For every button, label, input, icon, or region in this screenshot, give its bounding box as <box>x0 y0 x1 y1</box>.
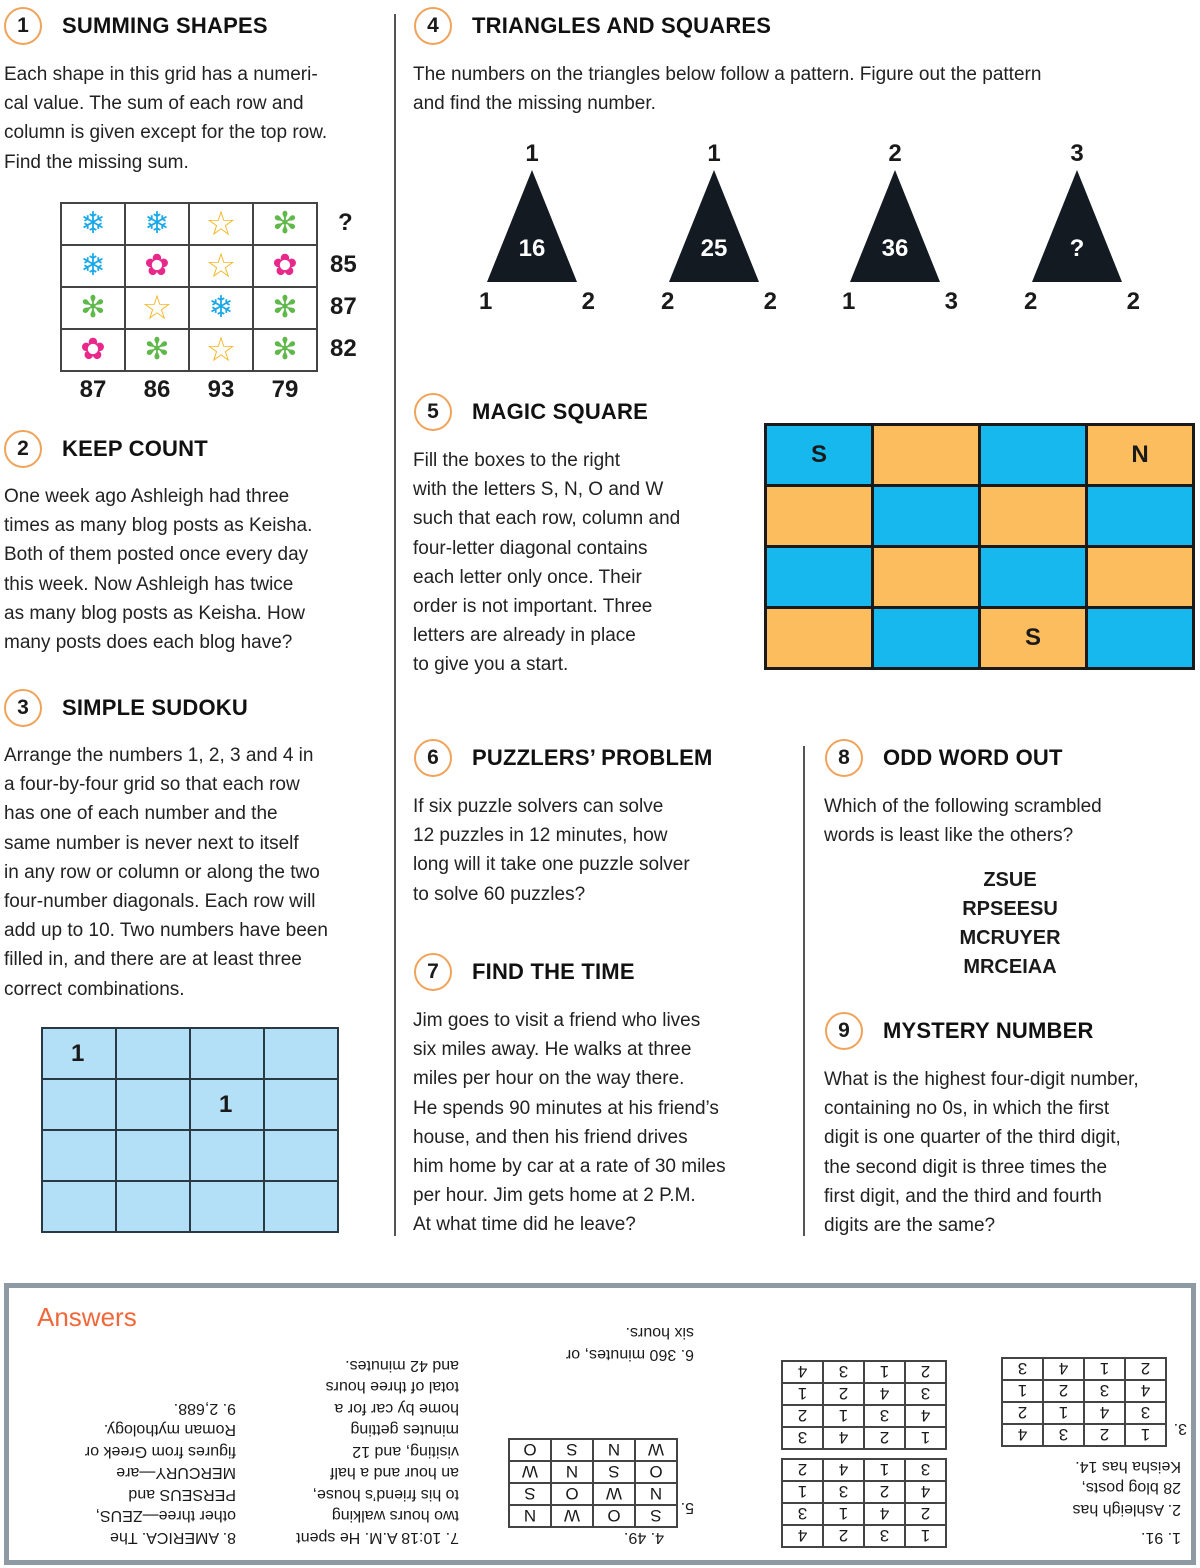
sudoku-cell[interactable] <box>116 1079 190 1130</box>
shape-cell <box>189 287 253 329</box>
shape-cell <box>61 245 125 287</box>
shape-cell <box>253 203 317 245</box>
column-divider-main <box>394 14 396 1236</box>
answer-grid-cell: W <box>593 1483 635 1505</box>
answer-grid-cell: N <box>593 1439 635 1461</box>
answer-grid-cell: W <box>551 1505 593 1527</box>
triangle-left-number: 2 <box>661 288 675 315</box>
answer-3-grid <box>781 1458 947 1548</box>
number-triangle <box>1012 140 1142 315</box>
sudoku-cell[interactable] <box>42 1181 116 1232</box>
answer-grid-cell: W <box>635 1439 677 1461</box>
magic-square-cell[interactable] <box>766 547 873 608</box>
answer-3-grid <box>1001 1357 1167 1447</box>
magic-square-cell[interactable] <box>873 608 980 669</box>
answer-grid-cell: 2 <box>823 1383 864 1405</box>
magic-square-cell[interactable] <box>873 547 980 608</box>
puzzle-title: MAGIC SQUARE <box>472 399 648 424</box>
triangle-icon <box>669 170 759 282</box>
triangle-top-number: 2 <box>888 140 902 167</box>
answer-grid-cell: 4 <box>905 1405 946 1427</box>
magic-square-cell[interactable] <box>1087 608 1194 669</box>
answers-heading: Answers <box>37 1302 137 1332</box>
sudoku-cell[interactable] <box>116 1130 190 1181</box>
shape-cell <box>253 245 317 287</box>
answer-grid-cell: 1 <box>1002 1380 1043 1402</box>
magic-square-cell[interactable] <box>873 486 980 547</box>
answer-grid-cell: 3 <box>1002 1358 1043 1380</box>
triangle-center-number: 25 <box>700 235 728 262</box>
sudoku-cell[interactable] <box>116 1181 190 1232</box>
puzzle-text: The numbers on the triangles below follow a pattern. Figure out the pattern and find the missing number. <box>413 64 1042 115</box>
snowflake-icon: ❄ <box>144 207 170 240</box>
triangle-left-number: 2 <box>1024 288 1038 315</box>
scrambled-word-list <box>940 866 1080 982</box>
answer-grid-cell: 4 <box>782 1361 823 1383</box>
answer-grid-cell: 3 <box>782 1427 823 1449</box>
answer-grid-cell: 2 <box>1084 1424 1125 1446</box>
answer-5-grid <box>508 1438 678 1528</box>
answer-grid-cell: 1 <box>864 1459 905 1481</box>
puzzle-title: SIMPLE SUDOKU <box>62 695 248 720</box>
answer-grid-cell: 1 <box>1043 1402 1084 1424</box>
flower-icon: ✿ <box>272 249 298 282</box>
scrambled-word: RPSEESU <box>962 898 1058 920</box>
puzzle-number-badge: 6 <box>414 739 452 777</box>
shape-grid-row <box>61 329 317 371</box>
answer-grid-cell: 2 <box>1002 1402 1043 1424</box>
answer-grid-cell: N <box>551 1461 593 1483</box>
answer-grid-cell: 1 <box>905 1427 946 1449</box>
answer-grid-cell: W <box>509 1461 551 1483</box>
magic-square-cell[interactable]: N <box>1087 425 1194 486</box>
puzzle-text: Jim goes to visit a friend who lives six miles away. He walks at three miles per hour on the way there. He spends 90 minutes at his friend’s house, and then his friend drives him home by car at a rate of 30 miles per hour. Jim gets home at 2 P.M. At what time did he leave? <box>413 1010 726 1236</box>
answer-grid-cell: 3 <box>823 1361 864 1383</box>
answer-3-label: 3. <box>1173 1420 1187 1437</box>
answer-grid-cell: 3 <box>864 1405 905 1427</box>
shape-cell <box>253 287 317 329</box>
magic-square-cell[interactable]: S <box>766 425 873 486</box>
answer-grid-row <box>782 1361 946 1383</box>
triangle-icon <box>1032 170 1122 282</box>
sudoku-cell[interactable] <box>190 1181 264 1232</box>
shape-cell <box>189 245 253 287</box>
magic-square-cell[interactable] <box>766 608 873 669</box>
answer-grid-cell: 2 <box>1043 1380 1084 1402</box>
answer-grid-cell: 3 <box>1084 1380 1125 1402</box>
answer-grid-row <box>782 1481 946 1503</box>
puzzle-text: Each shape in this grid has a numeri- cal value. The sum of each row and column is given except for the top row. Find the missing sum. <box>4 64 328 173</box>
magic-square-cell[interactable] <box>1087 547 1194 608</box>
answer-grid-cell: 4 <box>1043 1358 1084 1380</box>
triangle-right-number: 2 <box>763 288 777 315</box>
answer-grid-cell: S <box>635 1505 677 1527</box>
answer-grid-row <box>509 1461 677 1483</box>
puzzle-text: Which of the following scrambled words is least like the others? <box>824 796 1102 847</box>
triangle-right-number: 3 <box>944 288 958 315</box>
shape-grid-row <box>61 245 317 287</box>
puzzle-title: FIND THE TIME <box>472 959 635 984</box>
answer-grid-cell: 3 <box>1043 1424 1084 1446</box>
answer-grid-cell: 2 <box>864 1481 905 1503</box>
triangle-right-number: 2 <box>1126 288 1140 315</box>
answer-grid-row <box>782 1405 946 1427</box>
number-triangle <box>830 140 960 315</box>
magic-square-grid <box>764 423 1195 670</box>
answer-9: 9. 2,688. <box>173 1400 236 1417</box>
row-sum: 87 <box>330 293 357 320</box>
answer-grid-cell: O <box>593 1505 635 1527</box>
sudoku-cell[interactable]: 1 <box>190 1079 264 1130</box>
answer-grid-cell: 4 <box>1002 1424 1043 1446</box>
answer-grid-cell: S <box>551 1439 593 1461</box>
answer-grid-row <box>1002 1402 1166 1424</box>
answer-grid-cell: 1 <box>1125 1424 1166 1446</box>
scrambled-word: MRCEIAA <box>963 956 1057 978</box>
magic-square-row <box>766 425 1194 486</box>
scrambled-word: ZSUE <box>983 869 1037 891</box>
answer-grid-cell: 4 <box>864 1503 905 1525</box>
answer-grid-row <box>782 1525 946 1547</box>
magic-square-cell[interactable] <box>980 486 1087 547</box>
answer-grid-cell: 4 <box>1125 1380 1166 1402</box>
answers-upside-down-content <box>9 1288 1191 1560</box>
triangle-top-number: 1 <box>525 140 539 167</box>
answer-grid-cell: 2 <box>1125 1358 1166 1380</box>
triangle-left-number: 1 <box>842 288 856 315</box>
answer-grid-cell: S <box>509 1483 551 1505</box>
flower-icon: ✿ <box>80 333 106 366</box>
answer-grid-cell: 1 <box>864 1361 905 1383</box>
answer-1: 1. 91. <box>1140 1529 1181 1546</box>
sudoku-cell[interactable] <box>42 1079 116 1130</box>
answer-grid-cell: 1 <box>782 1481 823 1503</box>
shape-cell <box>125 203 189 245</box>
star-icon: ☆ <box>141 289 173 327</box>
answer-grid-cell: 1 <box>823 1405 864 1427</box>
triangle-icon <box>487 170 577 282</box>
answer-grid-cell: 3 <box>905 1459 946 1481</box>
answer-grid-cell: 4 <box>864 1383 905 1405</box>
answer-5-label: 5. <box>680 1499 694 1516</box>
answer-3-grid <box>781 1360 947 1450</box>
answer-grid-row <box>1002 1380 1166 1402</box>
star-icon: ☆ <box>205 247 237 285</box>
answer-grid-row <box>1002 1424 1166 1446</box>
answer-grid-cell: 3 <box>1125 1402 1166 1424</box>
row-sum: 85 <box>330 251 357 278</box>
puzzle-number-badge: 1 <box>4 7 42 45</box>
answer-grid-cell: 1 <box>782 1383 823 1405</box>
answer-grid-cell: N <box>635 1483 677 1505</box>
answer-grid-cell: 4 <box>782 1525 823 1547</box>
scrambled-word: MCRUYER <box>959 927 1061 949</box>
triangle-center-number: 16 <box>518 235 546 262</box>
snowflake-icon: ❄ <box>80 249 106 282</box>
shape-cell <box>61 287 125 329</box>
puzzle-number-badge: 2 <box>4 430 42 468</box>
shape-cell <box>189 203 253 245</box>
shape-grid <box>60 202 318 372</box>
shape-cell <box>61 329 125 371</box>
shape-cell <box>125 329 189 371</box>
answer-grid-cell: N <box>509 1505 551 1527</box>
sudoku-row <box>42 1130 338 1181</box>
puzzle-number-badge: 7 <box>414 953 452 991</box>
magic-square-row <box>766 608 1194 669</box>
snowflake-icon: ❄ <box>208 291 234 324</box>
row-sum: ? <box>338 209 353 236</box>
answer-grid-row <box>782 1383 946 1405</box>
puzzle-text: Fill the boxes to the right with the letters S, N, O and W such that each row, column and four-letter diagonal contains each letter only once. Their order is not important. Three letters are already in place to give you a start. <box>413 450 681 676</box>
asterisk-icon: ✻ <box>272 207 298 240</box>
sudoku-cell[interactable] <box>264 1079 338 1130</box>
magic-square-cell[interactable] <box>980 425 1087 486</box>
triangle-center-number: 36 <box>881 235 909 262</box>
sudoku-cell[interactable] <box>42 1130 116 1181</box>
puzzle-text: One week ago Ashleigh had three times as many blog posts as Keisha. Both of them posted once every day this week. Now Ashleigh has twice as many blog posts as Keisha. How many posts does each blog have? <box>4 486 313 654</box>
answer-7: 7. 10:18 A.M. He spent two hours walking to his friend’s house, an hour and a half visiting, and 12 minutes getting home by car for a total of three hours and 42 minutes. <box>296 1357 459 1546</box>
answer-grid-cell: 2 <box>823 1525 864 1547</box>
magic-square-cell[interactable]: S <box>980 608 1087 669</box>
answer-8: 8. AMERICA. The other three—ZEUS, PERSEUS and MERCURY—are figures from Greek or Roman mythology. <box>84 1421 236 1546</box>
answer-grid-row <box>782 1459 946 1481</box>
answer-grid-cell: 3 <box>864 1525 905 1547</box>
magic-square-cell[interactable] <box>1087 486 1194 547</box>
answer-6: 6. 360 minutes, or six hours. <box>565 1324 694 1363</box>
sudoku-grid <box>41 1027 339 1233</box>
puzzle-title: MYSTERY NUMBER <box>883 1018 1094 1043</box>
answer-grid-row <box>509 1483 677 1505</box>
triangle-right-number: 2 <box>581 288 595 315</box>
shape-cell <box>253 329 317 371</box>
shape-cell <box>125 287 189 329</box>
magic-square-cell[interactable] <box>873 425 980 486</box>
sudoku-row <box>42 1028 338 1079</box>
puzzle-title: PUZZLERS’ PROBLEM <box>472 745 713 770</box>
answers-panel <box>4 1283 1196 1565</box>
shape-cell <box>189 329 253 371</box>
triangle-left-number: 1 <box>479 288 493 315</box>
puzzle-text: Arrange the numbers 1, 2, 3 and 4 in a four-by-four grid so that each row has one of each number and the same number is never next to itself in any row or column or along the two four-number diagonals. Each row will add up to 10. Two numbers have been filled in, and there are at least three correct combinations. <box>4 745 328 1000</box>
puzzle-title: TRIANGLES AND SQUARES <box>472 13 772 38</box>
answer-grid-cell: 4 <box>1084 1402 1125 1424</box>
answer-grid-cell: 2 <box>782 1459 823 1481</box>
answer-grid-row <box>1002 1358 1166 1380</box>
answer-grid-row <box>782 1503 946 1525</box>
answer-grid-row <box>509 1505 677 1527</box>
puzzle-number-badge: 3 <box>4 689 42 727</box>
star-icon: ☆ <box>205 205 237 243</box>
sudoku-row <box>42 1181 338 1232</box>
asterisk-icon: ✻ <box>272 291 298 324</box>
shape-grid-row <box>61 203 317 245</box>
shape-cell <box>61 203 125 245</box>
answer-grid-cell: O <box>551 1483 593 1505</box>
puzzle-number-badge: 8 <box>825 739 863 777</box>
snowflake-icon: ❄ <box>80 207 106 240</box>
column-divider-right <box>803 746 805 1236</box>
sudoku-cell[interactable] <box>264 1028 338 1079</box>
sudoku-cell[interactable] <box>116 1028 190 1079</box>
answer-grid-cell: 1 <box>905 1525 946 1547</box>
answer-grid-cell: 1 <box>823 1503 864 1525</box>
magic-square-cell[interactable] <box>980 547 1087 608</box>
answer-grid-cell: 4 <box>905 1481 946 1503</box>
magic-square-row <box>766 486 1194 547</box>
answer-grid-cell: O <box>509 1439 551 1461</box>
shape-cell <box>125 245 189 287</box>
answer-2: 2. Ashleigh has 28 blog posts, Keisha has 14. <box>1072 1458 1181 1518</box>
answer-grid-cell: 1 <box>1084 1358 1125 1380</box>
answer-grid-cell: S <box>593 1461 635 1483</box>
magic-square-cell[interactable] <box>766 486 873 547</box>
sudoku-cell[interactable]: 1 <box>42 1028 116 1079</box>
answer-grid-cell: 4 <box>823 1459 864 1481</box>
sudoku-cell[interactable] <box>190 1130 264 1181</box>
asterisk-icon: ✻ <box>272 333 298 366</box>
triangle-center-number: ? <box>1069 235 1085 262</box>
puzzle-title: SUMMING SHAPES <box>62 13 268 38</box>
answer-grid-row <box>509 1439 677 1461</box>
triangle-icon <box>850 170 940 282</box>
answer-4: 4. 49. <box>623 1529 664 1546</box>
sudoku-row <box>42 1079 338 1130</box>
puzzle-number-badge: 9 <box>825 1012 863 1050</box>
col-sum: 87 <box>79 376 107 403</box>
triangle-top-number: 1 <box>707 140 721 167</box>
puzzle-title: KEEP COUNT <box>62 436 208 461</box>
triangle-top-number: 3 <box>1070 140 1084 167</box>
number-triangle <box>649 140 779 315</box>
col-sum: 86 <box>143 376 171 403</box>
asterisk-icon: ✻ <box>144 333 170 366</box>
number-triangle <box>467 140 597 315</box>
sudoku-cell[interactable] <box>264 1181 338 1232</box>
puzzle-number-badge: 5 <box>414 393 452 431</box>
sudoku-cell[interactable] <box>264 1130 338 1181</box>
answer-grid-cell: 2 <box>782 1405 823 1427</box>
answer-grid-cell: 2 <box>864 1427 905 1449</box>
magic-square-row <box>766 547 1194 608</box>
puzzle-number-badge: 4 <box>414 7 452 45</box>
answer-grid-cell: 3 <box>782 1503 823 1525</box>
puzzle-text: If six puzzle solvers can solve 12 puzzles in 12 minutes, how long will it take one puzzle solver to solve 60 puzzles? <box>413 796 690 905</box>
answer-grid-row <box>782 1427 946 1449</box>
puzzle-title: ODD WORD OUT <box>883 745 1063 770</box>
answer-grid-cell: 3 <box>823 1481 864 1503</box>
row-sum: 82 <box>330 335 357 362</box>
puzzle-text: What is the highest four-digit number, containing no 0s, in which the first digit is one quarter of the third digit, the second digit is three times the first digit, and the third and fourth digits are the same? <box>824 1069 1139 1237</box>
answer-grid-cell: 2 <box>905 1361 946 1383</box>
answer-grid-cell: O <box>635 1461 677 1483</box>
answer-grid-cell: 3 <box>905 1383 946 1405</box>
flower-icon: ✿ <box>144 249 170 282</box>
answer-grid-cell: 4 <box>823 1427 864 1449</box>
answer-grid-cell: 2 <box>905 1503 946 1525</box>
col-sum: 79 <box>271 376 299 403</box>
col-sum: 93 <box>207 376 235 403</box>
star-icon: ☆ <box>205 331 237 369</box>
shape-grid-row <box>61 287 317 329</box>
sudoku-cell[interactable] <box>190 1028 264 1079</box>
asterisk-icon: ✻ <box>80 291 106 324</box>
